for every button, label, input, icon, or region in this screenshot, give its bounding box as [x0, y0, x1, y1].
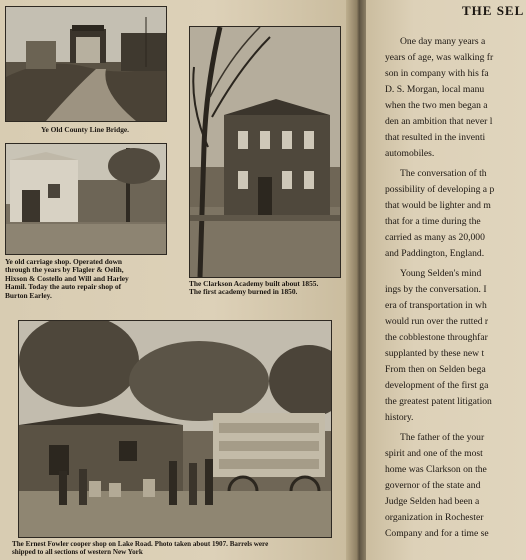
carriage-shop-caption-line: Hamil. Today the auto repair shop of — [5, 282, 122, 292]
body-line: history. — [385, 412, 414, 423]
bridge-caption — [5, 126, 165, 134]
academy-photo — [189, 26, 341, 278]
body-line: development of the first ga — [385, 380, 489, 391]
carriage-shop-caption — [5, 258, 180, 300]
cooper-shop-photo — [18, 320, 332, 538]
body-line: the greatest patent litigation — [385, 396, 492, 407]
body-line: D. S. Morgan, local manu — [385, 84, 485, 95]
body-line: when the two men began a — [385, 100, 488, 111]
bridge-photo-image — [6, 7, 166, 121]
body-line: home was Clarkson on the — [385, 464, 487, 475]
body-line: governor of the state and — [385, 480, 481, 491]
body-line: One day many years a — [400, 36, 486, 47]
cooper-shop-caption — [12, 540, 348, 556]
body-line: Judge Selden had been a — [385, 496, 480, 507]
body-line: and Paddington, England. — [385, 248, 485, 259]
body-line: spirit and one of the most — [385, 448, 483, 459]
body-line: automobiles. — [385, 148, 435, 159]
body-line: that resulted in the inventi — [385, 132, 486, 143]
cooper-shop-photo-image — [19, 321, 331, 537]
academy-caption — [189, 280, 349, 297]
body-line: Young Selden's mind — [400, 268, 482, 279]
body-line: Company and for a time se — [385, 528, 489, 539]
cooper-shop-caption-line: The Ernest Fowler cooper shop on Lake Road. Photo taken about 1907. Barrels were — [12, 540, 269, 548]
carriage-shop-photo-image — [6, 144, 166, 254]
body-line: organization in Rochester — [385, 512, 484, 523]
bridge-caption-text: Ye Old County Line Bridge. — [40, 125, 130, 134]
carriage-shop-caption-line: Burton Earley. — [5, 290, 52, 300]
cooper-shop-caption-line: shipped to all sections of western New York — [12, 548, 143, 556]
academy-photo-image — [190, 27, 340, 277]
academy-caption-line: The first academy burned in 1850. — [189, 287, 298, 297]
carriage-shop-caption-line: Ye old carriage shop. Operated down — [5, 257, 123, 266]
body-line: From then on Selden bega — [385, 364, 486, 375]
body-line: era of transportation in wh — [385, 300, 487, 311]
body-line: the cobblestone throughfar — [385, 332, 488, 343]
body-line: would run over the rutted r — [385, 316, 489, 327]
body-line: son in company with his fa — [385, 68, 489, 79]
carriage-shop-caption-line: Hixson & Costello and Will and Harley — [5, 273, 129, 283]
body-line: ings by the conversation. I — [385, 284, 487, 295]
body-line: The conversation of th — [400, 168, 487, 179]
body-line: that for a time during the — [385, 216, 481, 227]
body-line: years of age, was walking fr — [385, 52, 494, 63]
page-heading: THE SEL — [462, 3, 525, 18]
body-line: carried as many as 20,000 — [385, 232, 485, 243]
academy-caption-line: The Clarkson Academy built about 1855. — [189, 279, 319, 288]
carriage-shop-caption-line: through the years by Flagler & Oelih, — [5, 265, 124, 275]
carriage-shop-photo — [5, 143, 167, 255]
body-line: possibility of developing a p — [385, 184, 495, 195]
body-line: supplanted by these new t — [385, 348, 485, 359]
body-line: that would be lighter and m — [385, 200, 491, 211]
body-line: den an ambition that never l — [385, 116, 493, 127]
body-line: The father of the your — [400, 432, 485, 443]
bridge-photo — [5, 6, 167, 122]
